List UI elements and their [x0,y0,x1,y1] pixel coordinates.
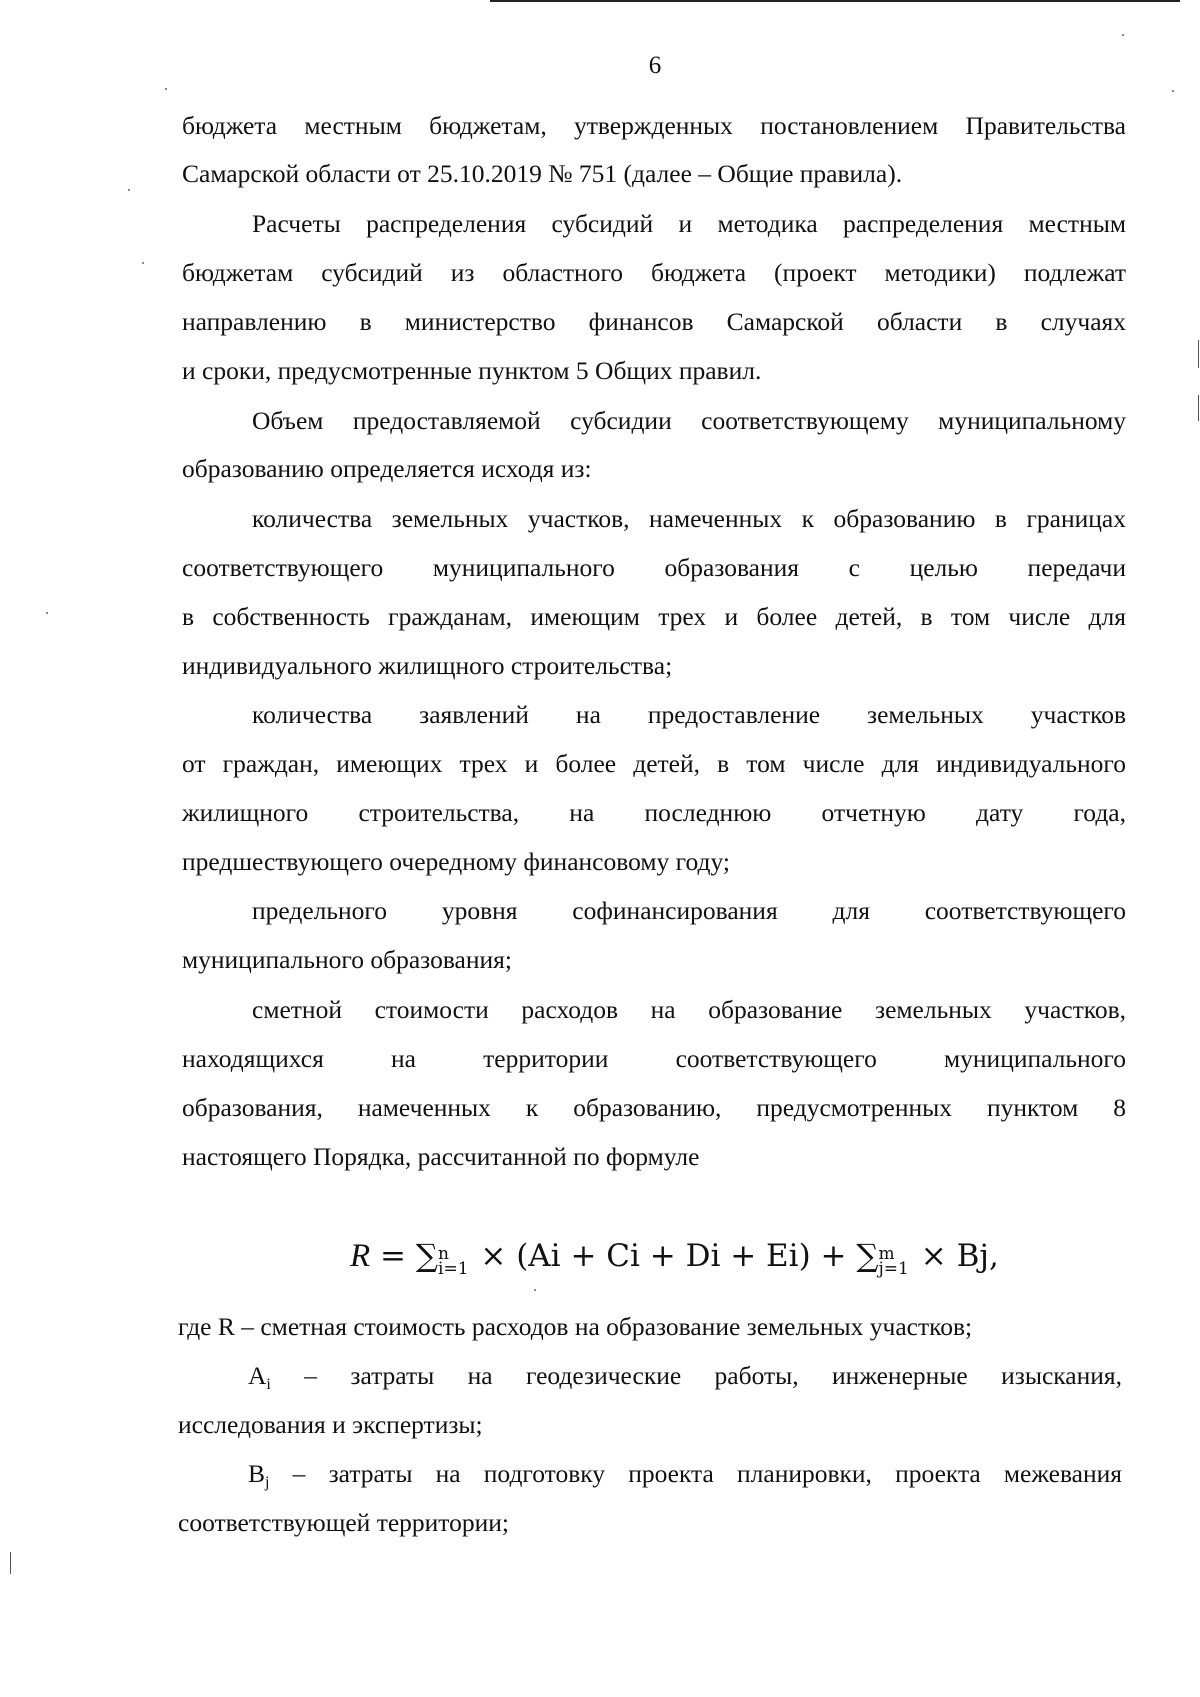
text-line: количества земельных участков, намеченных к образованию в границах [252,504,1126,533]
text-line: муниципального образования; [182,945,512,974]
definition-line [248,1458,1122,1499]
text-line: Самарской области от 25.10.2019 № 751 (далее – Общие правила). [182,159,903,188]
text-line: предельного уровня софинансирования для соответствующего [252,896,1126,925]
text-line: бюджетам субсидий из областного бюджета (проект методики) подлежат [182,258,1126,287]
page-number: 6 [648,52,662,79]
formula-eq: = [380,1238,407,1274]
formula-term: × (Ai + Ci + Di + Ei) + [480,1238,847,1274]
definition-text: – затраты на подготовку проекта планировки, проекта межевания [292,1459,1122,1488]
sum-lower: j=1 [878,1259,909,1279]
scan-edge-mark [10,1552,11,1574]
text-line: Расчеты распределения субсидий и методика распределения местным [252,209,1126,238]
text-line: настоящего Порядка, рассчитанной по формуле [182,1142,700,1171]
text-line: образования, намеченных к образованию, предусмотренных пунктом 8 [182,1093,1126,1122]
definition-text: – затраты на геодезические работы, инженерные изыскания, [304,1361,1122,1390]
scan-speck [165,88,167,90]
text-line: от граждан, имеющих трех и более детей, в том числе для индивидуального [182,749,1126,778]
sum-upper: m [878,1244,895,1264]
text-line: направлению в министерство финансов Самарской области в случаях [182,307,1126,336]
formula-term: × Bj, [920,1238,999,1274]
text-line: исследования и экспертизы; [178,1410,483,1439]
text-line: в собственность гражданам, имеющим трех и более детей, в том числе для [182,602,1126,631]
text-line: Объем предоставляемой субсидии соответствующему муниципальному [252,406,1126,435]
scan-speck [142,262,144,264]
symbol-a: Ai [248,1361,271,1393]
text-line: соответствующей территории; [178,1508,509,1537]
text-line: соответствующего муниципального образования с целью передачи [182,553,1126,582]
scan-top-rule [490,0,1180,2]
text-line: бюджета местным бюджетам, утвержденных постановлением Правительства [182,111,1126,140]
sum-symbol: ∑ [856,1238,879,1274]
sum-lower: i=1 [438,1259,469,1279]
scan-speck [1122,34,1124,36]
scan-speck [1172,90,1174,92]
formula [350,1236,999,1277]
text-line: находящихся на территории соответствующего муниципального [182,1044,1126,1073]
text-line: где R – сметная стоимость расходов на образование земельных участков; [178,1312,973,1341]
text-line: количества заявлений на предоставление земельных участков [252,700,1126,729]
sum-limits [438,1244,469,1279]
sum-symbol: ∑ [415,1238,439,1274]
text-line: индивидуального жилищного строительства; [182,651,673,680]
scan-edge-mark [1198,395,1199,421]
scan-speck [534,1289,536,1291]
text-line: жилищного строительства, на последнюю отчетную дату года, [182,798,1126,827]
text-line: образованию определяется исходя из: [182,454,592,483]
scan-speck [128,189,130,191]
scan-speck [46,612,48,614]
symbol-b: Bj [248,1459,270,1491]
text-line: и сроки, предусмотренные пунктом 5 Общих правил. [182,356,762,385]
text-line: сметной стоимости расходов на образование земельных участков, [252,995,1126,1024]
sum-upper: n [438,1244,449,1264]
formula-lhs: R [350,1238,371,1274]
sum-limits [878,1244,909,1279]
text-line: предшествующего очередному финансовому году; [182,847,730,876]
definition-line [248,1360,1122,1401]
scan-edge-mark [1198,340,1199,368]
